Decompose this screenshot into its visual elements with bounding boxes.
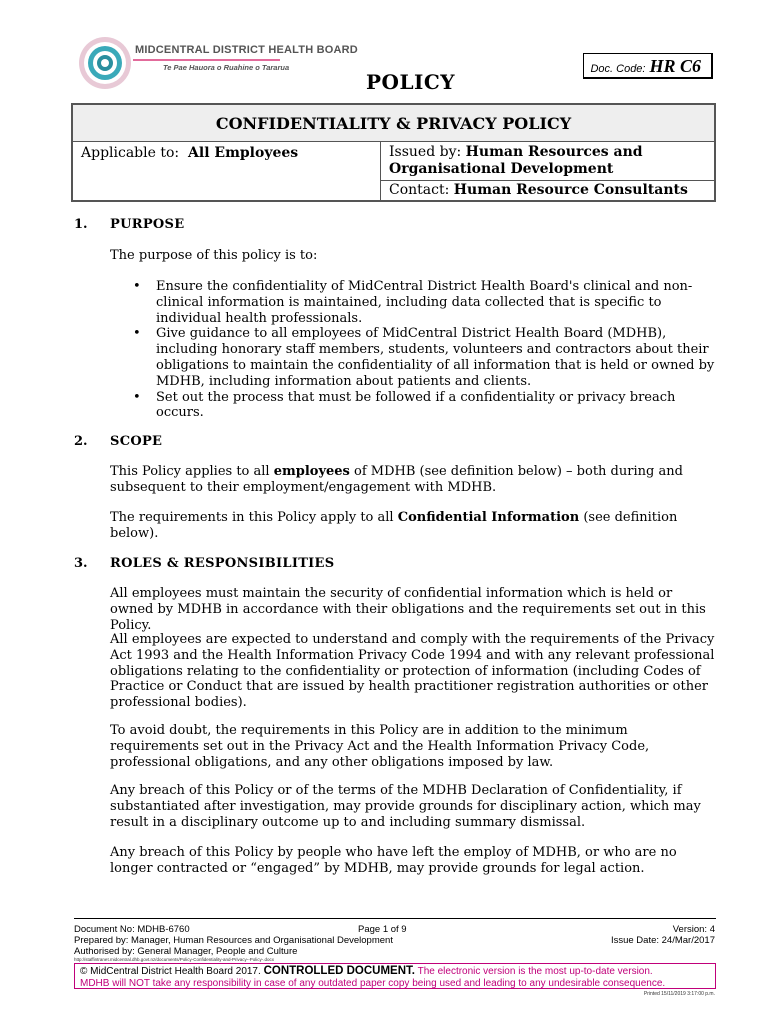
footer-issue-date: Issue Date: 24/Mar/2017 [610,935,715,946]
issued-value: Human Resources and Organisational Development [389,144,643,177]
scope-text: This Policy applies to all [110,464,274,479]
issued-label: Issued by: [389,144,462,160]
scope-text: The requirements in this Policy apply to all [110,510,398,525]
liability-note: MDHB will NOT take any responsibility in case of any outdated paper copy being used and leading to any undesirable consequence. [80,978,666,989]
roles-paragraph: To avoid doubt, the requirements in this Policy are in addition to the minimum requirements set out in the Privacy Act and the Health Information Privacy Code, professional obligations, and any other obligations imposed by law. [110,723,650,770]
org-tagline: Te Pae Hauora o Ruahine o Tararua [163,63,290,72]
section-number: 1. [74,217,88,232]
footer-doc-no: Document No: MDHB-6760 [74,924,190,935]
scope-bold-term: Confidential Information [397,510,580,525]
controlled-document-notice [74,963,716,989]
printed-date: Printed 15/11/2019 3:17:00 p.m. [643,991,715,997]
purpose-intro: The purpose of this policy is to: [110,248,318,263]
section-title-scope: SCOPE [110,434,163,449]
footer-divider [74,918,716,919]
footer-prepared-by: Prepared by: Manager, Human Resources and Organisational Development [74,935,393,946]
applicable-cell [73,141,381,200]
doc-code-box [583,53,713,79]
section-number: 3. [74,556,88,571]
scope-paragraph [110,464,710,496]
scope-bold-term: employees [273,464,350,479]
purpose-bullet-list [133,279,718,421]
list-item: • Ensure the confidentiality of MidCentral District Health Board's clinical and non-clinical information is maintained, including data collected that is specific to individual health professionals. [133,279,718,326]
footer-version: Version: 4 [672,924,715,935]
footer-authorised-by: Authorised by: General Manager, People and Culture [74,946,298,957]
doc-code-label: Doc. Code: [590,63,646,75]
section-title-roles: ROLES & RESPONSIBILITIES [110,556,335,571]
contact-cell [381,181,714,200]
applicable-label: Applicable to: [81,145,180,161]
policy-info-table [71,103,716,202]
policy-title: CONFIDENTIALITY & PRIVACY POLICY [73,105,714,142]
section-title-purpose: PURPOSE [110,217,185,232]
roles-paragraph: Any breach of this Policy or of the terms of the MDHB Declaration of Confidentiality, if substantiated after investigation, may provide grounds for disciplinary action, which may result in a disciplinary outcome up to and including summary dismissal. [110,783,701,830]
doc-code-value: HR C6 [649,56,701,76]
policy-heading: POLICY [366,70,456,94]
controlled-label: CONTROLLED DOCUMENT. [263,965,415,977]
list-item: • Give guidance to all employees of MidCentral District Health Board (MDHB), including honorary staff members, students, volunteers and contractors about their obligations to maintain the confidentiality of all information that is held or owned by MDHB, including information about patients and clients. [133,326,718,389]
scope-text: (see definition below). [110,510,678,541]
roles-paragraph: All employees must maintain the security of confidential information which is held or owned by MDHB in accordance with their obligations and the requirements set out in this Policy. [110,586,706,633]
section-number: 2. [74,434,88,449]
scope-text: of MDHB (see definition below) – both during and subsequent to their employment/engagement with MDHB. [110,464,683,495]
org-name: MIDCENTRAL DISTRICT HEALTH BOARD [135,44,358,56]
contact-value: Human Resource Consultants [453,182,688,198]
copyright-text: © MidCentral District Health Board 2017. [80,966,261,977]
roles-paragraph: Any breach of this Policy by people who have left the employ of MDHB, or who are no longer contracted or “engaged” by MDHB, may provide grounds for legal action. [110,845,677,876]
electronic-version-note: The electronic version is the most up-to-date version. [417,966,653,977]
footer-file-path: http://staffintranet.midcentral.dhb.govt.nz/documents/Policy-Confidentiality-and-Privacy--Policy-.docx [74,957,275,962]
roles-paragraph: All employees are expected to understand and comply with the requirements of the Privacy Act 1993 and the Health Information Privacy Code 1994 and with any relevant professional obligations relating to the confidentiality or protection of information (including Codes of Practice or Conduct that are issued by health practitioner registration authorities or other professional bodies). [110,632,715,711]
scope-paragraph [110,510,720,542]
contact-label: Contact: [389,182,450,198]
footer-page: Page 1 of 9 [358,924,407,935]
list-item: • Set out the process that must be followed if a confidentiality or privacy breach occurs. [133,390,718,422]
issued-cell [381,141,714,181]
mdhb-logo [75,34,358,92]
applicable-value: All Employees [188,145,299,161]
